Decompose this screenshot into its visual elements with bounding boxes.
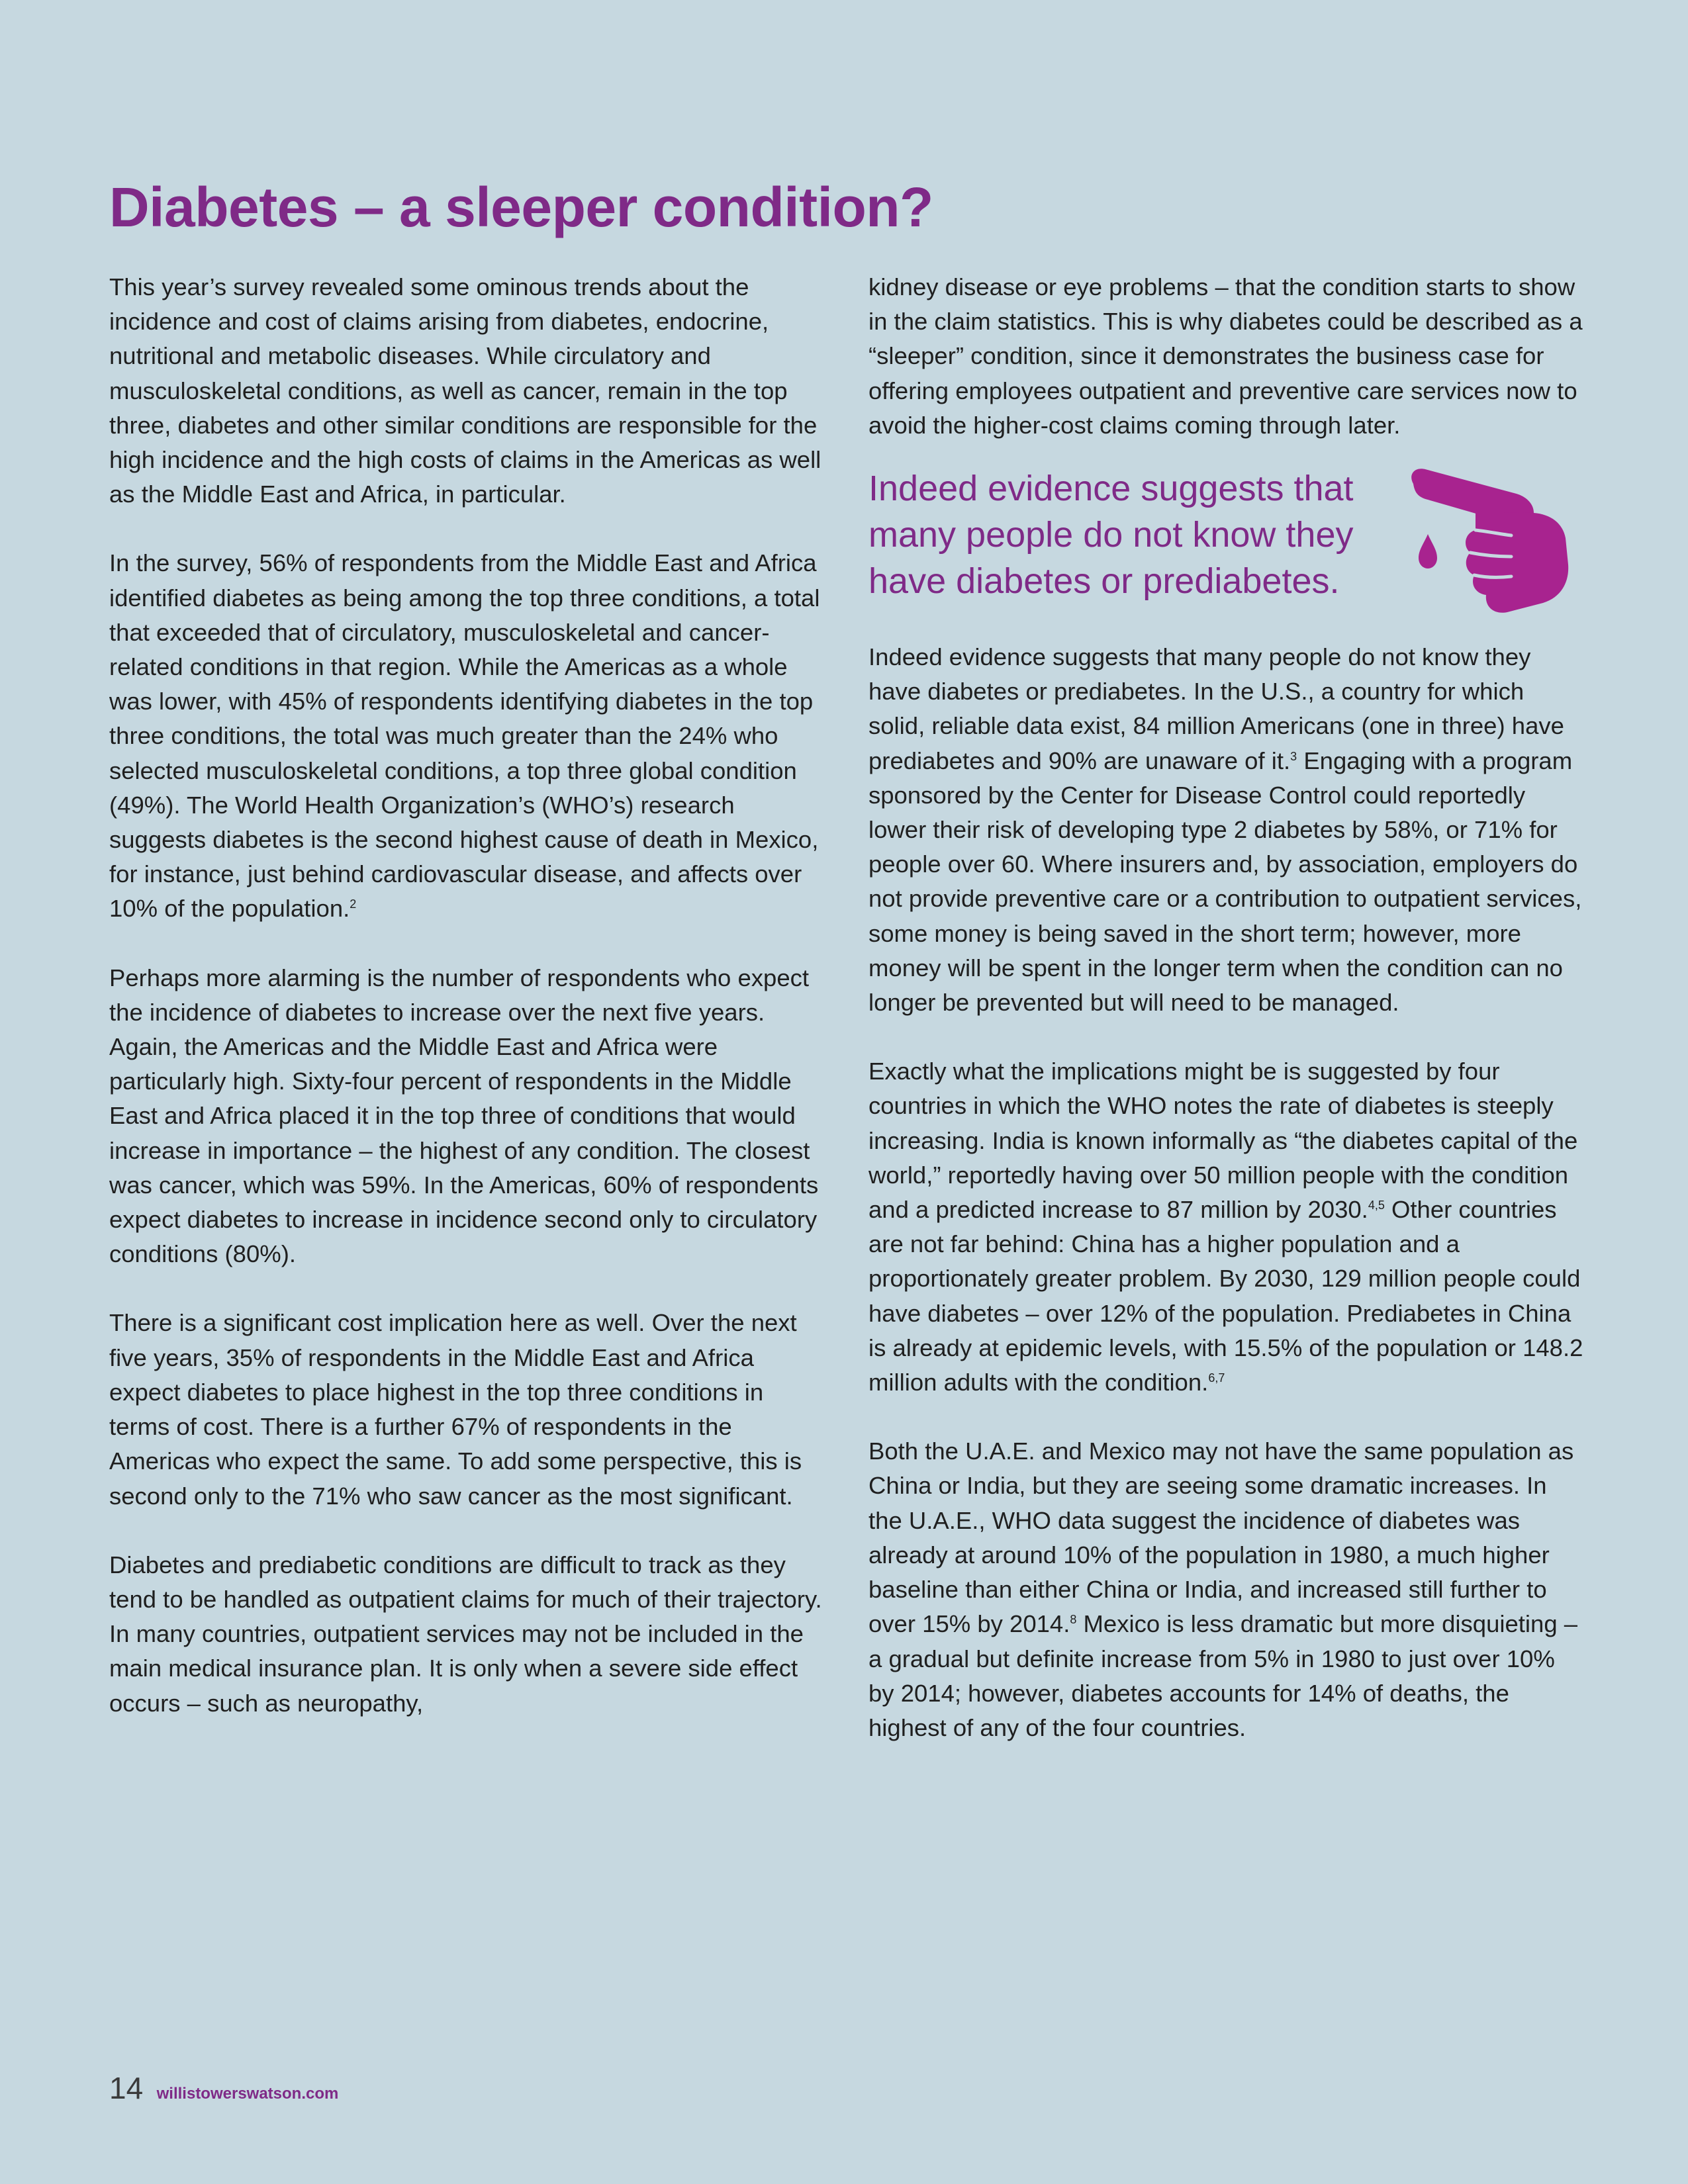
page-title: Diabetes – a sleeper condition? [109,176,933,238]
pointing-hand-icon [1401,465,1573,617]
page-footer [109,2070,338,2106]
body-paragraph-8 [868,1054,1587,1400]
body-paragraph-5: Diabetes and prediabetic conditions are difficult to track as they tend to be handled as outpatient claims for much of their trajectory. In many countries, outpatient services may not be included in the main medical insurance plan. It is only when a severe side effect occurs – such as neuropathy, [109,1551,822,1717]
website-link[interactable]: willistowerswatson.com [156,2085,339,2103]
footnote-ref-6-7: 6,7 [1208,1371,1225,1385]
body-paragraph-2 [109,546,824,926]
body-paragraph-8b: Other countries are not far behind: China has a higher population and a proportionately greater problem. By 2030, 129 million people could have diabetes – over 12% of the population. Prediabetes in China is already at epidemic levels, with 15.5% of the population or 148.2 million adults with the condition. [868,1196,1583,1396]
body-paragraph-1: This year’s survey revealed some ominous trends about the incidence and cost of claims arising from diabetes, endocrine, nutritional and metabolic diseases. While circulatory and musculoskeletal conditions, as well as cancer, remain in the top three, diabetes and other similar conditions are responsible for the high incidence and the high costs of claims in the Americas as well as the Middle East and Africa, in particular. [109,273,821,508]
page-number: 14 [109,2071,144,2105]
body-paragraph-6: kidney disease or eye problems – that the condition starts to show in the claim statistics. This is why diabetes could be described as a “sleeper” condition, since it demonstrates the business case for offering employees outpatient and preventive care services now to avoid the higher-cost claims coming through later. [868,273,1583,439]
footnote-ref-2: 2 [350,897,357,911]
right-column [868,270,1587,1745]
body-paragraph-2-text: In the survey, 56% of respondents from the Middle East and Africa identified diabetes as being among the top three conditions, a total that exceeded that of circulatory, musculoskeletal and cancer-related conditions in that region. While the Americas as a whole was lower, with 45% of respondents identifying diabetes in the top three conditions, the total was much greater than the 24% who selected musculoskeletal conditions, a top three global condition (49%). The World Health Organization’s (WHO’s) research suggests diabetes is the second highest cause of death in Mexico, for instance, just behind cardiovascular disease, and affects over 10% of the population. [109,549,820,923]
body-paragraph-9b: Mexico is less dramatic but more disquieting – a gradual but definite increase from 5% in 1980 to just over 10% by 2014; however, diabetes accounts for 14% of deaths, the highest of any of the four countries. [868,1610,1578,1741]
left-column [109,270,824,1721]
body-paragraph-7 [868,640,1587,1020]
body-paragraph-9a: Both the U.A.E. and Mexico may not have the same population as China or India, but they are seeing some dramatic increases. In the U.A.E., WHO data suggest the incidence of diabetes was already at around 10% of the population in 1980, a much higher baseline than either China or India, and increased still further to over 15% by 2014. [868,1437,1574,1638]
footnote-ref-4-5: 4,5 [1368,1198,1385,1212]
footnote-ref-8: 8 [1070,1613,1077,1627]
body-paragraph-7a: Indeed evidence suggests that many people do not know they have diabetes or prediabetes. In the U.S., a country for which solid, reliable data exist, 84 million Americans (one in three) have prediabetes and 90% are unaware of it. [868,643,1564,774]
footnote-ref-3: 3 [1290,749,1297,763]
body-paragraph-7b: Engaging with a program sponsored by the Center for Disease Control could reportedly lower their risk of developing type 2 diabetes by 58%, or 71% for people over 60. Where insurers and, by association, employers do not provide preventive care or a contribution to outpatient services, some money is being saved in the short term; however, more money will be spent in the longer term when the condition can no longer be prevented but will need to be managed. [868,747,1582,1017]
body-paragraph-8a: Exactly what the implications might be is suggested by four countries in which the WHO notes the rate of diabetes is steeply increasing. India is known informally as “the diabetes capital of the world,” reportedly having over 50 million people with the condition and a predicted increase to 87 million by 2030. [868,1058,1578,1224]
body-paragraph-4: There is a significant cost implication here as well. Over the next five years, 35% of respondents in the Middle East and Africa expect diabetes to place highest in the top three conditions in terms of cost. There is a further 67% of respondents in the Americas who expect the same. To add some perspective, this is second only to the 71% who saw cancer as the most significant. [109,1309,802,1510]
body-paragraph-3: Perhaps more alarming is the number of respondents who expect the incidence of diabetes to increase over the next five years. Again, the Americas and the Middle East and Africa were particularly high. Sixty-four percent of respondents in the Middle East and Africa placed it in the top three of conditions that would increase in importance – the highest of any condition. The closest was cancer, which was 59%. In the Americas, 60% of respondents expect diabetes to increase in incidence second only to circulatory conditions (80%). [109,964,819,1268]
pull-quote-block [868,465,1587,604]
pull-quote: Indeed evidence suggests that many people do not know they have diabetes or prediabetes. [868,469,1354,602]
body-paragraph-9 [868,1434,1587,1745]
